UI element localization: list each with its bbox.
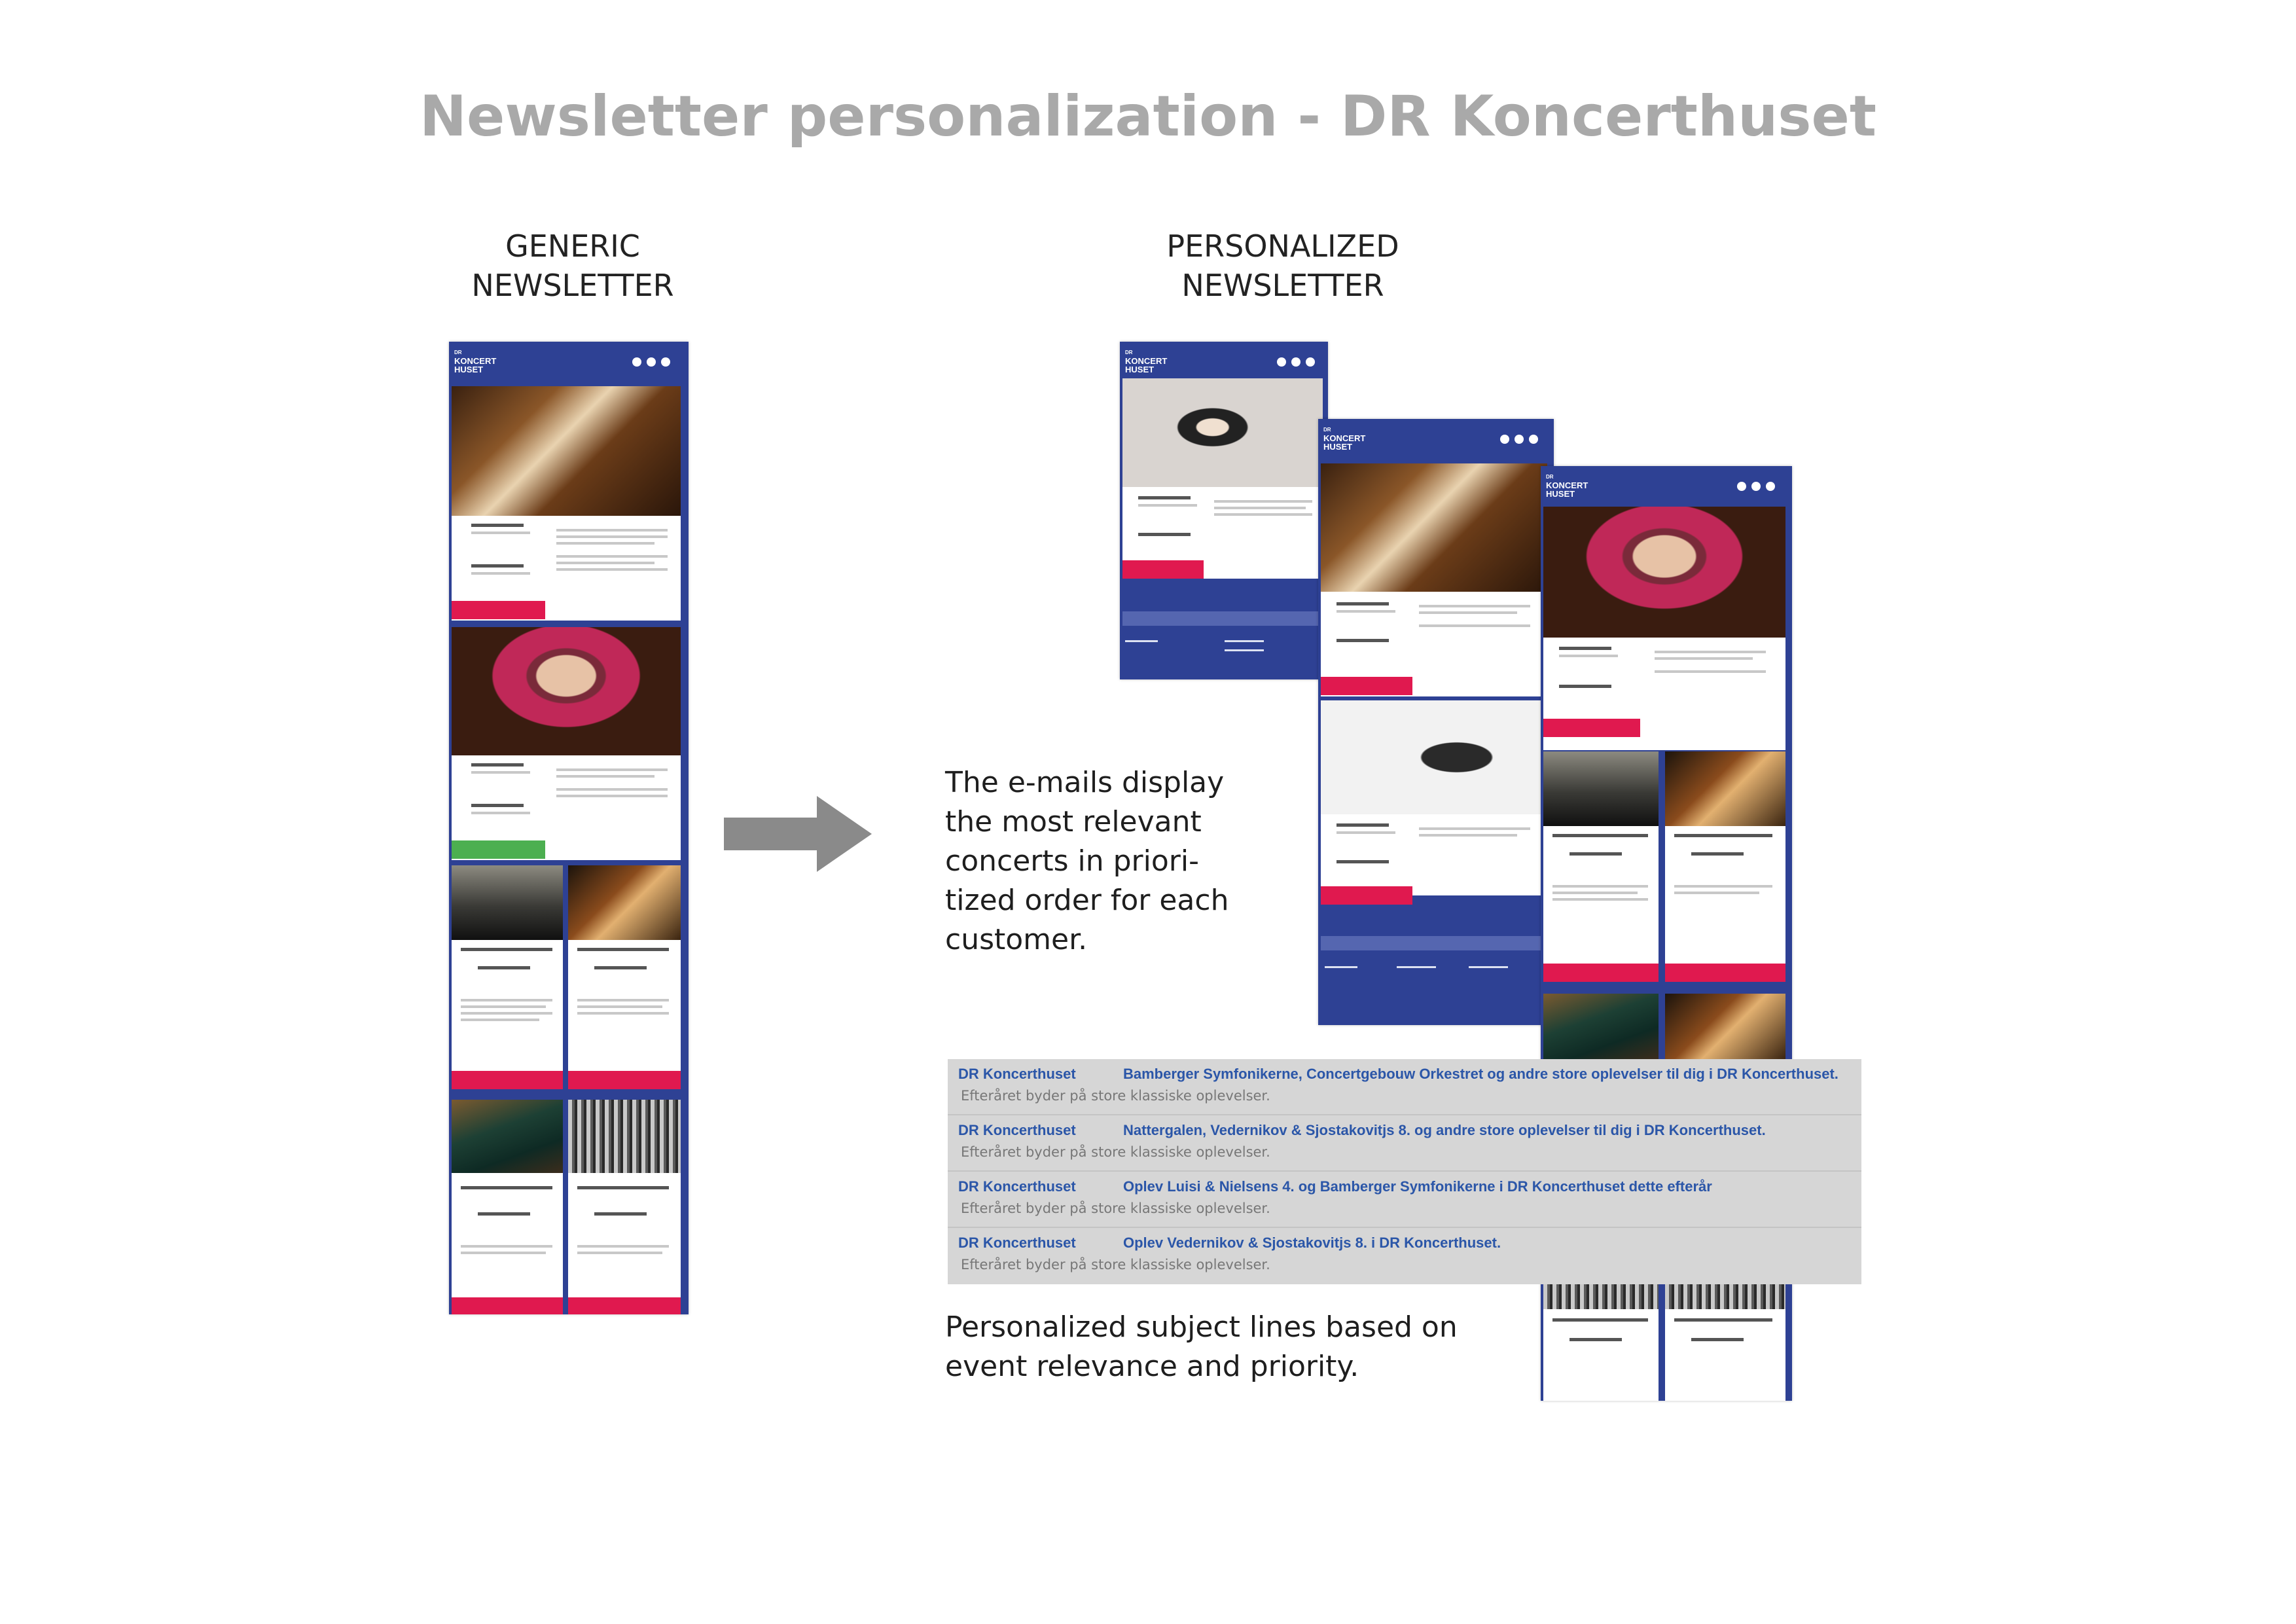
newsletter-logo: DR KONCERT HUSET [1323, 427, 1366, 452]
sender-name: DR Koncerthuset [958, 1122, 1076, 1138]
singer-image [452, 1100, 563, 1173]
facebook-icon[interactable] [632, 357, 641, 367]
caption-line: Personalized subject lines based on [945, 1310, 1458, 1344]
page-title: Newsletter personalization - DR Koncerthuset [420, 84, 1876, 149]
instagram-icon[interactable] [1766, 482, 1775, 491]
soloist-portrait-image [452, 627, 681, 755]
buy-ticket-button[interactable] [1543, 719, 1640, 737]
event-card [1321, 814, 1547, 895]
soloist-portrait-image [1543, 507, 1785, 638]
footer-banner [1321, 936, 1547, 950]
personalized-newsletter-mockup-2 [1318, 419, 1554, 1025]
personalized-label-line1: PERSONALIZED [1166, 228, 1399, 264]
newsletter-header [449, 342, 689, 382]
facebook-icon[interactable] [1277, 357, 1286, 367]
generic-newsletter-label [458, 226, 687, 305]
subject-line: Bamberger Symfonikerne, Concertgebouw Orkestret og andre store oplevelser til dig i DR Koncerthuset. [1123, 1066, 1839, 1082]
event-card [568, 940, 681, 1071]
buy-ticket-button[interactable] [1321, 886, 1412, 905]
sender-name: DR Koncerthuset [958, 1235, 1076, 1251]
buy-ticket-button[interactable] [452, 601, 545, 619]
inbox-row[interactable] [948, 1115, 1861, 1172]
generic-label-line2: NEWSLETTER [471, 268, 674, 303]
personalized-newsletter-mockup-1 [1120, 342, 1328, 679]
sender-name: DR Koncerthuset [958, 1066, 1076, 1082]
preview-text: Efteråret byder på store klassiske oplevelser. [961, 1200, 1270, 1216]
event-card [1665, 826, 1785, 964]
event-card [452, 1173, 563, 1297]
twitter-icon[interactable] [647, 357, 656, 367]
twitter-icon[interactable] [1291, 357, 1300, 367]
event-card [568, 1173, 681, 1297]
facebook-icon[interactable] [1500, 435, 1509, 444]
caption-line: event relevance and priority. [945, 1350, 1359, 1383]
preview-text: Efteråret byder på store klassiske oplevelser. [961, 1088, 1270, 1104]
buy-ticket-button[interactable] [1665, 964, 1785, 982]
buy-ticket-button[interactable] [1122, 560, 1204, 579]
preview-text: Efteråret byder på store klassiske oplevelser. [961, 1257, 1270, 1272]
violinist-image [1665, 751, 1785, 826]
buy-ticket-button[interactable] [452, 1297, 563, 1314]
caption-line: concerts in priori- [945, 844, 1199, 878]
orchestra-hall-image [1543, 1283, 1659, 1309]
orchestra-hall-image [568, 1100, 681, 1173]
caption-line: tized order for each [945, 884, 1229, 917]
caption-email-display [945, 763, 1246, 960]
buy-ticket-button[interactable] [1543, 964, 1659, 982]
event-card [1665, 1309, 1785, 1401]
buy-ticket-button[interactable] [1321, 677, 1412, 695]
generic-label-line1: GENERIC [505, 228, 640, 264]
orchestra-image [1321, 463, 1547, 592]
inbox-row[interactable] [948, 1228, 1861, 1283]
buy-ticket-button[interactable] [452, 840, 545, 859]
footer-banner [1122, 611, 1323, 626]
generic-newsletter-mockup [449, 342, 689, 1314]
instagram-icon[interactable] [1306, 357, 1315, 367]
conductor-portrait-image [1122, 378, 1323, 487]
personalized-label-line2: NEWSLETTER [1181, 268, 1384, 303]
facebook-icon[interactable] [1737, 482, 1746, 491]
newsletter-logo: DR KONCERT HUSET [1125, 350, 1168, 374]
orchestra-hall-image [1665, 1283, 1785, 1309]
newsletter-logo: DR KONCERT HUSET [1546, 474, 1588, 499]
caption-subject-lines [945, 1308, 1508, 1386]
twitter-icon[interactable] [1751, 482, 1761, 491]
violinist-image [1665, 994, 1785, 1059]
violinist-image [568, 865, 681, 940]
arrow-head-icon [817, 796, 872, 872]
caption-line: The e-mails display [945, 766, 1225, 799]
event-card [1543, 1309, 1659, 1401]
personalized-newsletter-label [1139, 226, 1427, 305]
subject-line: Oplev Vedernikov & Sjostakovitjs 8. i DR Koncerthuset. [1123, 1235, 1501, 1251]
cellist-image [1321, 700, 1547, 814]
subject-line: Oplev Luisi & Nielsens 4. og Bamberger Symfonikerne i DR Koncerthuset dette efterår [1123, 1178, 1712, 1195]
sender-name: DR Koncerthuset [958, 1178, 1076, 1195]
twitter-icon[interactable] [1515, 435, 1524, 444]
subject-line: Nattergalen, Vedernikov & Sjostakovitjs 8. og andre store oplevelser til dig i DR Koncerthuset. [1123, 1122, 1766, 1138]
arrow-right-icon [724, 818, 818, 850]
conductor-image [452, 865, 563, 940]
instagram-icon[interactable] [1529, 435, 1538, 444]
inbox-subject-list [948, 1059, 1861, 1284]
inbox-row[interactable] [948, 1059, 1861, 1115]
caption-line: the most relevant [945, 805, 1202, 839]
event-card [1543, 826, 1659, 964]
event-card [452, 940, 563, 1071]
inbox-row[interactable] [948, 1172, 1861, 1228]
orchestra-image [452, 386, 681, 516]
newsletter-logo: DR KONCERT HUSET [454, 350, 497, 374]
singer-image [1543, 994, 1659, 1059]
buy-ticket-button[interactable] [568, 1071, 681, 1089]
buy-ticket-button[interactable] [452, 1071, 563, 1089]
preview-text: Efteråret byder på store klassiske oplevelser. [961, 1144, 1270, 1160]
instagram-icon[interactable] [661, 357, 670, 367]
caption-line: customer. [945, 923, 1088, 956]
conductor-image [1543, 751, 1659, 826]
buy-ticket-button[interactable] [568, 1297, 681, 1314]
